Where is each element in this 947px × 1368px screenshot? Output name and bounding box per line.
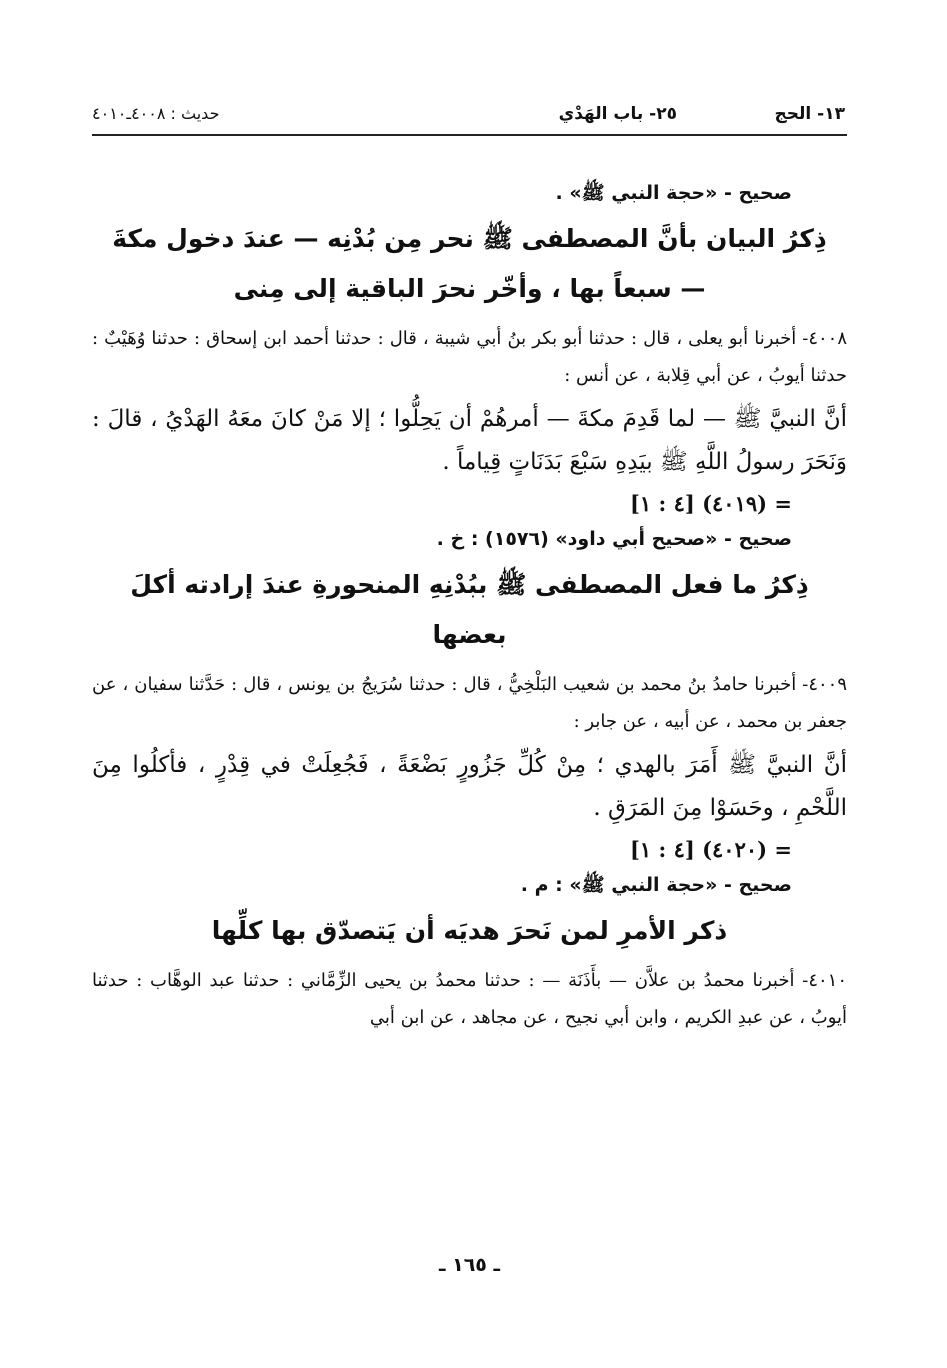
chapter-title: ٢٥- باب الهَدْي bbox=[558, 104, 677, 124]
hadith-isnad: ٤٠٠٩- أخبرنا حامدُ بنُ محمد بن شعيب البَلْخِيُّ ، قال : حدثنا سُرَيجُ بن يونس ، قال : حَدَّثنا سفيان ، عن جعفر بن محمد ، عن أبيه ، عن جابر : bbox=[92, 674, 847, 732]
grading-note: صحيح - «حجة النبي ﷺ» . bbox=[555, 182, 792, 204]
page-body bbox=[92, 178, 847, 1036]
book-title: ١٣- الحج bbox=[774, 104, 845, 124]
section-heading: ذِكرُ ما فعل المصطفى ﷺ ببُدْنِهِ المنحورةِ عندَ إرادته أكلَ بعضها bbox=[130, 570, 809, 649]
hadith-matn: أنَّ النبيَّ ﷺ — لما قَدِمَ مكةَ — أمرهُمْ أن يَحِلُّوا ؛ إلا مَنْ كانَ معَهُ الهَدْيُ ، قالَ : وَنَحَرَ رسولُ اللَّهِ ﷺ بيَدِهِ سَبْعَ بَدَنَاتٍ قِياماً . bbox=[92, 406, 847, 475]
running-header bbox=[92, 98, 847, 136]
book-page bbox=[92, 98, 847, 1318]
section-heading: ذكر الأمرِ لمن نَحرَ هديَه أن يَتصدّق بها كلِّها bbox=[211, 916, 728, 945]
hadith-matn: أنَّ النبيَّ ﷺ أَمَرَ بالهدي ؛ مِنْ كُلِّ جَزُورٍ بَضْعَةً ، فَجُعِلَتْ في قِدْرٍ ، فأكلُوا مِنَ اللَّحْمِ ، وحَسَوْا مِنَ المَرَقِ . bbox=[92, 752, 847, 821]
grading-note: صحيح - «صحيح أبي داود» (١٥٧٦) : خ . bbox=[436, 528, 792, 550]
hadith-isnad: ٤٠٠٨- أخبرنا أبو يعلى ، قال : حدثنا أبو بكر بنُ أبي شيبة ، قال : حدثنا أحمد ابن إسحاق : حدثنا وُهَيْبٌ : حدثنا أيوبُ ، عن أبي قِلابة ، عن أنس : bbox=[92, 328, 847, 386]
hadith-range: حديث : ٤٠٠٨ـ٤٠١٠ bbox=[92, 104, 220, 123]
cross-reference: = (٤٠١٩) [٤ : ١] bbox=[629, 491, 792, 516]
section-heading: ذِكرُ البيان بأنَّ المصطفى ﷺ نحر مِن بُدْنِه — عندَ دخول مكةَ — سبعاً بها ، وأخّر نحرَ الباقية إلى مِنى bbox=[112, 224, 827, 303]
grading-note: صحيح - «حجة النبي ﷺ» : م . bbox=[520, 874, 792, 896]
hadith-isnad: ٤٠١٠- أخبرنا محمدُ بن علاَّن — بأَذَنَة — : حدثنا محمدُ بن يحيى الزِّمَّاني : حدثنا عبد الوهَّاب : حدثنا أيوبُ ، عن عبدِ الكريم ، وابن أبي نجيح ، عن مجاهد ، عن ابن أبي bbox=[92, 970, 847, 1028]
cross-reference: = (٤٠٢٠) [٤ : ١] bbox=[629, 837, 792, 862]
page-number: ـ ١٦٥ ـ bbox=[438, 1254, 500, 1276]
